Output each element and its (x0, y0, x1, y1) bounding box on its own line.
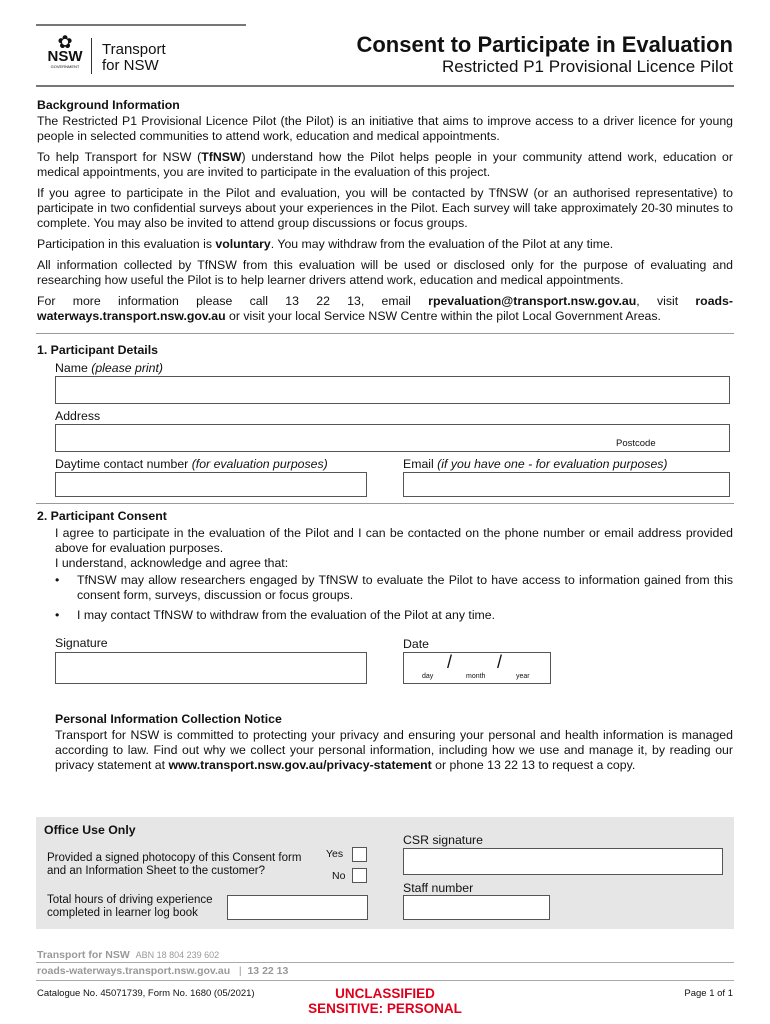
bullet-icon: • (55, 608, 60, 622)
privacy-notice: Personal Information Collection Notice Transport for NSW is committed to protecting your privacy and ensuring your personal and health information is managed according to law. Find out why we collect your personal information, including how we use and manage it, by reading our privacy statement at www.transport.nsw.gov.au/privacy-statement or phone 13 22 13 to request a copy. (55, 712, 733, 772)
background-section: Background Information The Restricted P1 Provisional Licence Pilot (the Pilot) is an initiative that aims to improve access to a driver licence for young people in selected communities to attend work, education and medical appointments. To help Transport for NSW (TfNSW) understand how the Pilot helps people in your community attend work, education or medical appointments, you are invited to participate in the evaluation of this project. If you agree to participate in the Pilot and evaluation, you will be contacted by TfNSW (or an authorised representative) to participate in two confidential surveys about your experiences in the Pilot. Each survey will take approximately 20-30 minutes to complete. You may also be invited to attend group discussions or focus groups. Participation in this evaluation is voluntary. You may withdraw from the evaluation of the Pilot at any time. All information collected by TfNSW from this evaluation will be used or disclosed only for the purpose of evaluating and researching how useful the Pilot is to help learner drivers attend work, education and medical appointments. For more information please call 13 22 13, email rpevaluation@transport.nsw.gov.au, visit roads-waterways.transport.nsw.gov.au or visit your local Service NSW Centre within the pilot Local Government Areas. (37, 98, 733, 323)
privacy-link[interactable]: www.transport.nsw.gov.au/privacy-statement (168, 758, 432, 772)
page-subtitle: Restricted P1 Provisional Licence Pilot (441, 57, 733, 76)
waratah-icon: ✿ (57, 32, 73, 52)
hours-input[interactable] (227, 895, 368, 920)
signature-input[interactable] (55, 652, 367, 684)
transport-logo-text: Transport for NSW (102, 41, 166, 74)
classification-label: UNCLASSIFIED SENSITIVE: PERSONAL (308, 986, 462, 1016)
phone-input[interactable] (55, 472, 367, 497)
nsw-government-logo: ✿ NSW GOVERNMENT (44, 34, 86, 69)
email-link[interactable]: rpevaluation@transport.nsw.gov.au (428, 294, 637, 308)
csr-signature-input[interactable] (403, 848, 723, 875)
email-input[interactable] (403, 472, 730, 497)
bullet-icon: • (55, 573, 60, 587)
page-title: Consent to Participate in Evaluation (356, 32, 733, 57)
website-link[interactable]: roads-waterways.transport.nsw.gov.au (37, 294, 733, 323)
office-use-panel: Office Use Only Provided a signed photocopy of this Consent form and an Information Sheet to the customer? Yes No Total hours of driving experience completed in learner log book CSR signature Staff number (36, 817, 734, 929)
no-checkbox[interactable] (352, 868, 367, 883)
yes-checkbox[interactable] (352, 847, 367, 862)
staff-number-input[interactable] (403, 895, 550, 920)
footer-website-link[interactable]: roads-waterways.transport.nsw.gov.au (37, 965, 231, 977)
name-input[interactable] (55, 376, 730, 404)
section1-heading: 1. Participant Details (37, 343, 158, 357)
section2-heading: 2. Participant Consent (37, 509, 167, 523)
